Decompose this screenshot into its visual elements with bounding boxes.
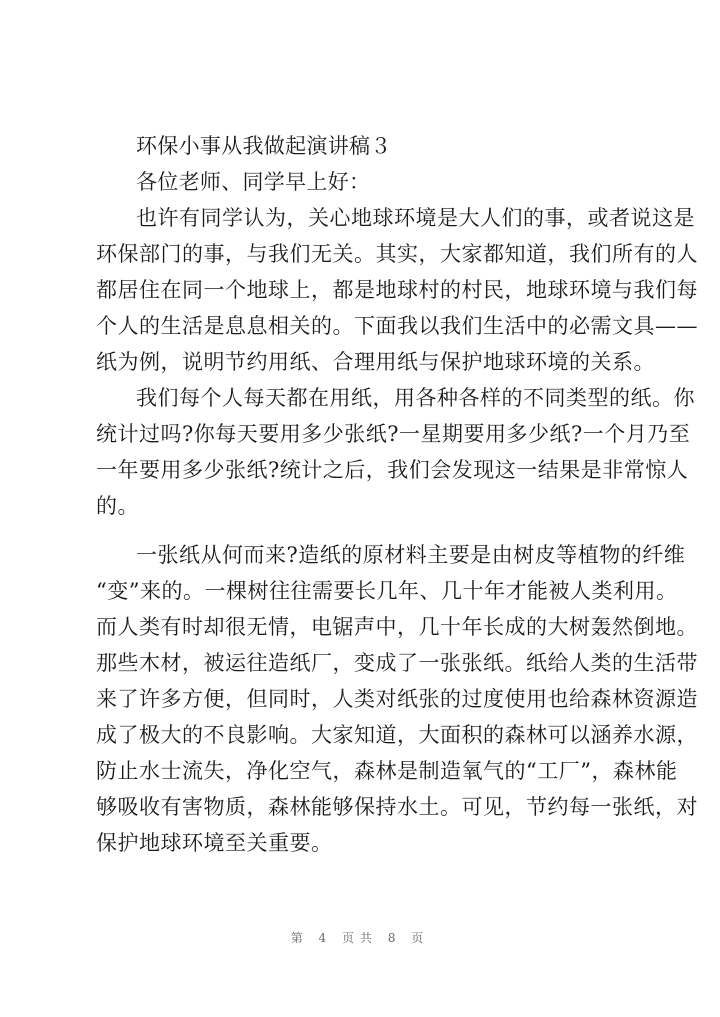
paragraph-line: 那些木材，被运往造纸厂，变成了一张张纸。纸给人类的生活带 [96, 651, 698, 675]
paragraph-line: 而人类有时却很无情，电锯声中，几十年长成的大树轰然倒地。 [96, 615, 698, 639]
paragraph-line: 来了许多方便，但同时，人类对纸张的过度使用也给森林资源造 [96, 687, 698, 711]
paragraph-line: 够吸收有害物质，森林能够保持水土。可见，节约每一张纸，对 [96, 795, 698, 819]
paragraph-line: 一年要用多少张纸?统计之后，我们会发现这一结果是非常惊人 [96, 458, 689, 482]
paragraph-gap [96, 524, 636, 537]
paragraph-line: 成了极大的不良影响。大家知道，大面积的森林可以涵养水源， [96, 723, 698, 747]
paragraph-line: 纸为例，说明节约用纸、合理用纸与保护地球环境的关系。 [96, 350, 655, 374]
paragraph-3 [96, 537, 698, 861]
page-number-footer: 第 4 页共 8 页 [290, 931, 430, 945]
paragraph-line: 保护地球环境至关重要。 [96, 831, 333, 855]
paragraph-1 [96, 200, 698, 380]
document-title: 环保小事从我做起演讲稿３ [136, 134, 392, 158]
paragraph-2 [96, 380, 695, 524]
paragraph-line: 环保部门的事，与我们无关。其实，大家都知道，我们所有的人 [96, 242, 698, 266]
paragraph-line: 一张纸从何而来?造纸的原材料主要是由树皮等植物的纤维 [136, 543, 686, 567]
paragraph-line: 的。 [96, 494, 139, 518]
paragraph-line: “变”来的。一棵树往往需要长几年、几十年才能被人类利用。 [96, 579, 678, 603]
paragraph-line: 也许有同学认为，关心地球环境是大人们的事，或者说这是 [136, 206, 695, 230]
paragraph-line: 个人的生活是息息相关的。下面我以我们生活中的必需文具—— [96, 314, 698, 338]
paragraph-line: 统计过吗?你每天要用多少张纸?一星期要用多少纸?一个月乃至 [96, 422, 691, 446]
paragraph-line: 我们每个人每天都在用纸，用各种各样的不同类型的纸。你 [136, 386, 695, 410]
paragraph-line: 都居住在同一个地球上，都是地球村的村民，地球环境与我们每 [96, 278, 698, 302]
paragraph-line: 防止水士流失，净化空气，森林是制造氧气的“工厂”，森林能 [96, 759, 678, 783]
greeting-line: 各位老师、同学早上好： [136, 170, 371, 194]
document-body [96, 128, 698, 861]
